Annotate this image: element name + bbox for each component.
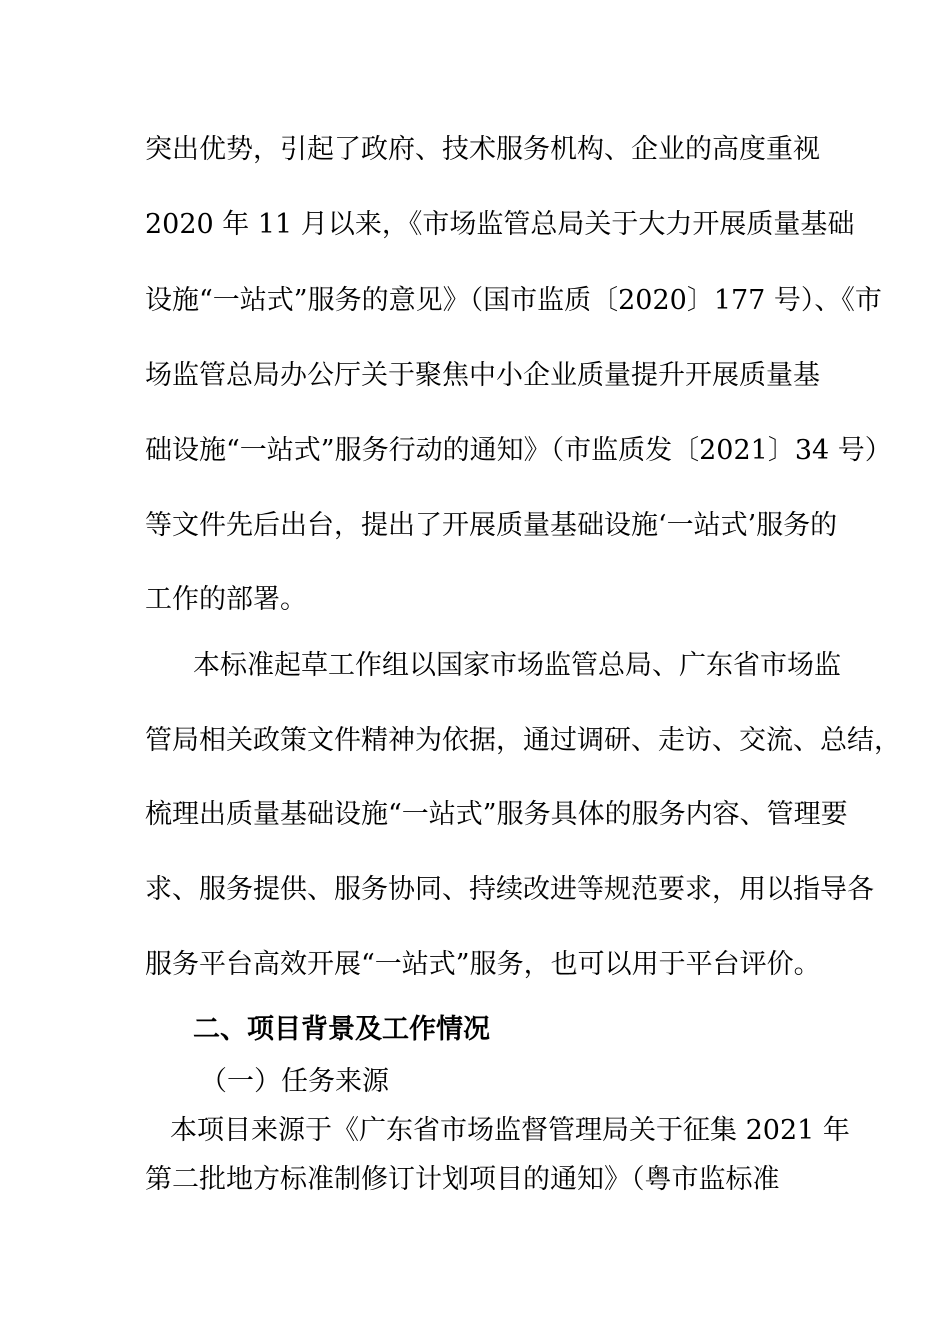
paragraph-line: 求、服务提供、服务协同、持续改进等规范要求，用以指导各 (145, 874, 874, 905)
paragraph-line: 本标准起草工作组以国家市场监管总局、广东省市场监 (193, 650, 841, 681)
subsection-heading: （一）任务来源 (200, 1066, 389, 1097)
paragraph-line: 管局相关政策文件精神为依据，通过调研、走访、交流、总结， (145, 725, 901, 756)
paragraph-line: 设施“一站式”服务的意见》（国市监质〔2020〕177 号）、《市 (145, 285, 882, 316)
paragraph-line: 础设施“一站式”服务行动的通知》（市监质发〔2021〕34 号） (145, 435, 892, 466)
section-heading: 二、项目背景及工作情况 (193, 1014, 490, 1045)
paragraph-line: 2020 年 11 月以来，《市场监管总局关于大力开展质量基础 (145, 209, 855, 240)
paragraph-line: 本项目来源于《广东省市场监督管理局关于征集 2021 年 (170, 1115, 850, 1146)
paragraph-line: 等文件先后出台，提出了开展质量基础设施‘一站式’服务的 (145, 510, 838, 541)
paragraph-line: 工作的部署。 (145, 584, 307, 615)
paragraph-line: 服务平台高效开展“一站式”服务，也可以用于平台评价。 (145, 949, 821, 980)
paragraph-line: 场监管总局办公厅关于聚焦中小企业质量提升开展质量基 (145, 360, 820, 391)
paragraph-line: 第二批地方标准制修订计划项目的通知》（粤市监标准 (145, 1164, 780, 1195)
paragraph-line: 梳理出质量基础设施“一站式”服务具体的服务内容、管理要 (145, 799, 848, 830)
paragraph-line: 突出优势，引起了政府、技术服务机构、企业的高度重视 (145, 134, 820, 165)
